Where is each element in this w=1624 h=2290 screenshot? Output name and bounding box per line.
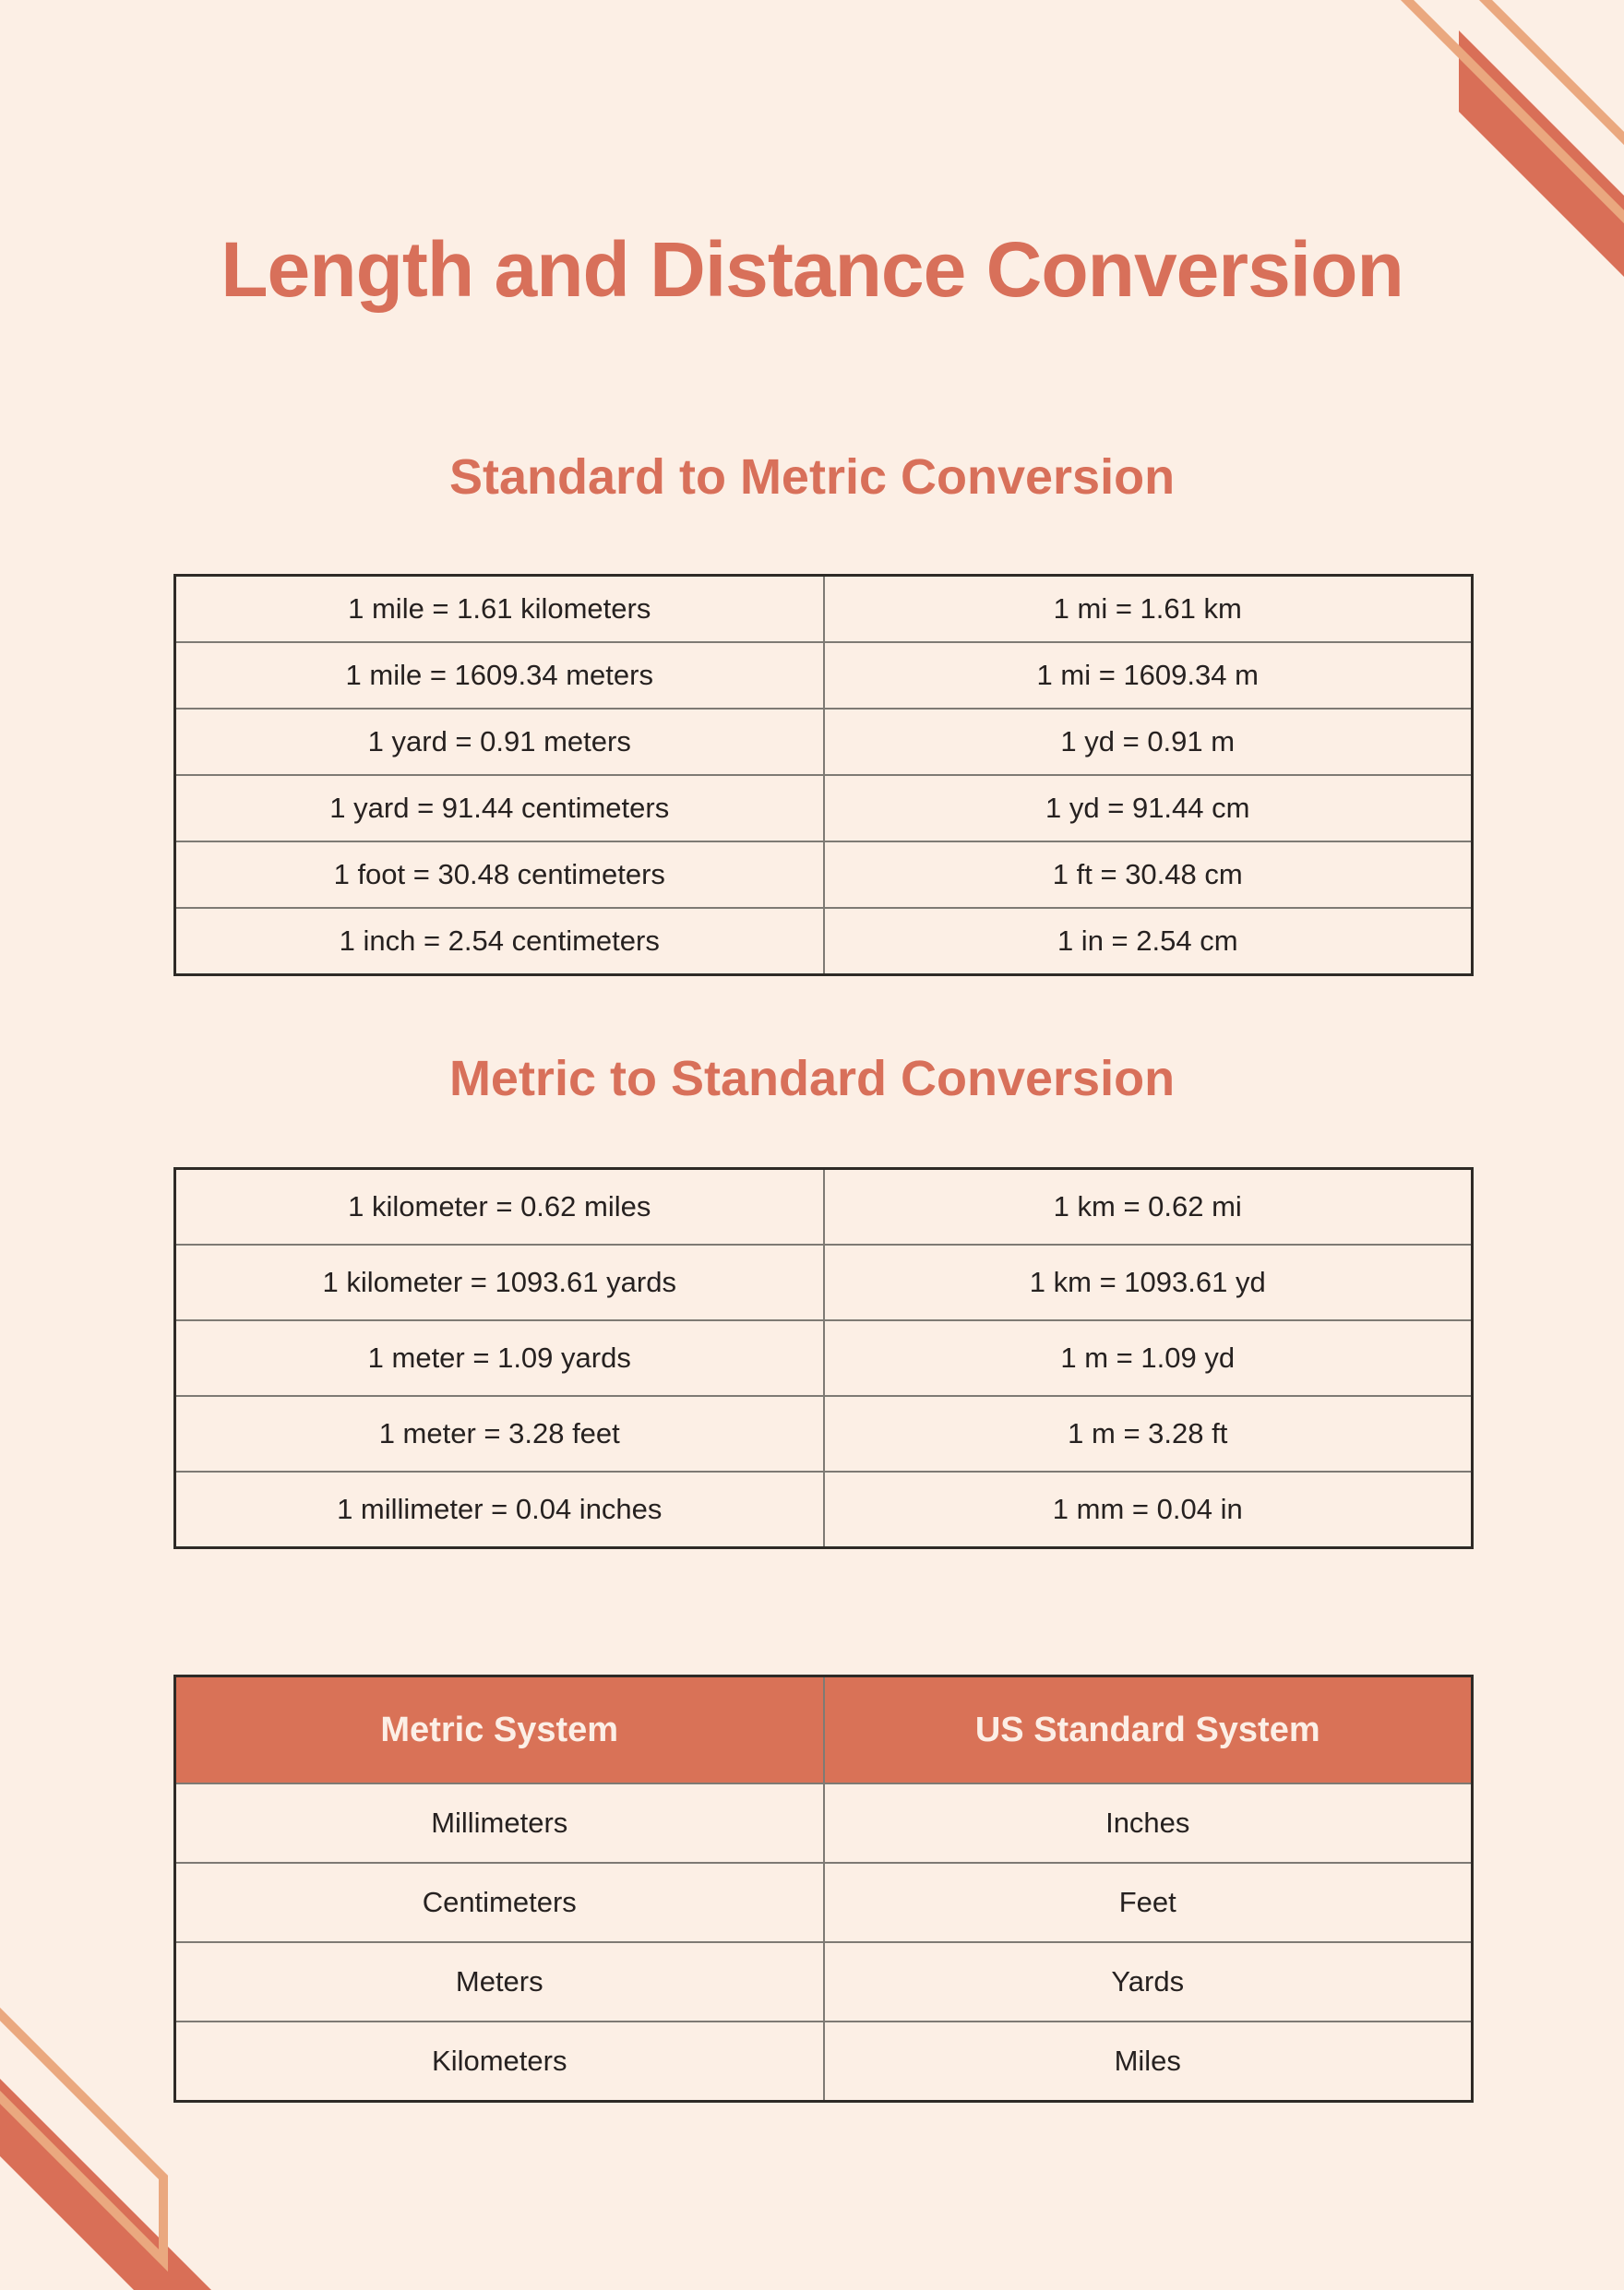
table-row [175, 841, 1473, 908]
conversion-full-cell: 1 inch = 2.54 centimeters [175, 908, 824, 975]
conversion-abbr-cell: 1 in = 2.54 cm [824, 908, 1473, 975]
table-row [175, 1863, 1473, 1942]
conversion-full-cell: 1 mile = 1.61 kilometers [175, 576, 824, 643]
conversion-full-cell: 1 yard = 0.91 meters [175, 709, 824, 775]
conversion-abbr-cell: 1 ft = 30.48 cm [824, 841, 1473, 908]
metric-unit-cell: Meters [175, 1942, 824, 2022]
conversion-abbr-cell: 1 mi = 1609.34 m [824, 642, 1473, 709]
table-row [175, 1169, 1473, 1246]
conversion-full-cell: 1 meter = 1.09 yards [175, 1320, 824, 1396]
conversion-full-cell: 1 meter = 3.28 feet [175, 1396, 824, 1472]
table-row [175, 775, 1473, 841]
us-standard-unit-cell: Inches [824, 1783, 1473, 1863]
us-standard-unit-cell: Yards [824, 1942, 1473, 2022]
conversion-full-cell: 1 yard = 91.44 centimeters [175, 775, 824, 841]
conversion-full-cell: 1 millimeter = 0.04 inches [175, 1472, 824, 1548]
conversion-abbr-cell: 1 km = 0.62 mi [824, 1169, 1473, 1246]
conversion-abbr-cell: 1 yd = 0.91 m [824, 709, 1473, 775]
table-row [175, 709, 1473, 775]
table-row [175, 908, 1473, 975]
metric-unit-cell: Kilometers [175, 2022, 824, 2102]
conversion-full-cell: 1 kilometer = 1093.61 yards [175, 1245, 824, 1320]
metric-to-standard-table [173, 1167, 1474, 1549]
table-row [175, 1396, 1473, 1472]
conversion-full-cell: 1 kilometer = 0.62 miles [175, 1169, 824, 1246]
conversion-abbr-cell: 1 mi = 1.61 km [824, 576, 1473, 643]
conversion-abbr-cell: 1 km = 1093.61 yd [824, 1245, 1473, 1320]
standard-to-metric-table [173, 574, 1474, 976]
conversion-abbr-cell: 1 yd = 91.44 cm [824, 775, 1473, 841]
table-header-row [175, 1676, 1473, 1784]
conversion-abbr-cell: 1 mm = 0.04 in [824, 1472, 1473, 1548]
us-standard-system-header-cell: US Standard System [824, 1676, 1473, 1784]
table-row [175, 576, 1473, 643]
table-row [175, 1245, 1473, 1320]
conversion-full-cell: 1 foot = 30.48 centimeters [175, 841, 824, 908]
conversion-abbr-cell: 1 m = 1.09 yd [824, 1320, 1473, 1396]
us-standard-unit-cell: Miles [824, 2022, 1473, 2102]
conversion-full-cell: 1 mile = 1609.34 meters [175, 642, 824, 709]
table-row [175, 1783, 1473, 1863]
system-comparison-table [173, 1675, 1474, 2103]
metric-unit-cell: Millimeters [175, 1783, 824, 1863]
us-standard-unit-cell: Feet [824, 1863, 1473, 1942]
section-heading-standard-to-metric: Standard to Metric Conversion [448, 449, 1176, 505]
table-row [175, 1472, 1473, 1548]
table-row [175, 1320, 1473, 1396]
metric-system-header-cell: Metric System [175, 1676, 824, 1784]
page-title: Length and Distance Conversion [221, 226, 1403, 313]
section-heading-metric-to-standard: Metric to Standard Conversion [448, 1051, 1176, 1106]
table-row [175, 642, 1473, 709]
table-row [175, 1942, 1473, 2022]
conversion-abbr-cell: 1 m = 3.28 ft [824, 1396, 1473, 1472]
coral-band-shape [0, 2079, 211, 2290]
metric-unit-cell: Centimeters [175, 1863, 824, 1942]
table-row [175, 2022, 1473, 2102]
